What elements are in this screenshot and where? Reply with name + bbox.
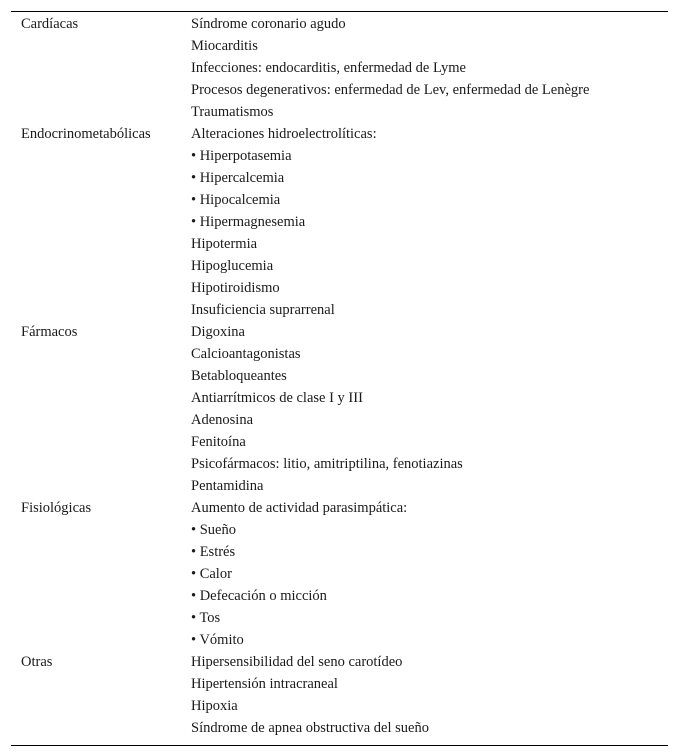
- item-list: [191, 123, 668, 321]
- category-label: Otras: [21, 654, 53, 670]
- list-item: Hipersensibilidad del seno carotídeo: [191, 654, 403, 670]
- item-list: [191, 497, 668, 651]
- list-item: Adenosina: [191, 412, 254, 428]
- list-item: Infecciones: endocarditis, enfermedad de Lyme: [191, 60, 466, 76]
- list-item: • Hipocalcemia: [191, 192, 281, 208]
- list-item: • Tos: [191, 610, 221, 626]
- list-item: Antiarrítmicos de clase I y III: [191, 390, 363, 406]
- list-item: • Vómito: [191, 632, 244, 648]
- category-label: Fármacos: [21, 324, 78, 340]
- list-item: Síndrome de apnea obstructiva del sueño: [191, 720, 429, 736]
- list-item: • Hipermagnesemia: [191, 214, 306, 230]
- category-label: Cardíacas: [21, 16, 79, 32]
- list-item: • Sueño: [191, 522, 236, 538]
- list-item: Fenitoína: [191, 434, 246, 450]
- list-item: Digoxina: [191, 324, 245, 340]
- table-group-farmacos: [11, 321, 668, 497]
- list-item: Psicofármacos: litio, amitriptilina, fenotiazinas: [191, 456, 463, 472]
- list-item: Pentamidina: [191, 478, 264, 494]
- table-group-otras: [11, 651, 668, 739]
- list-item: • Defecación o micción: [191, 588, 327, 604]
- category-label: Endocrinometabólicas: [21, 126, 151, 142]
- list-item: Miocarditis: [191, 38, 258, 54]
- category-label: Fisiológicas: [21, 500, 92, 516]
- list-item: Insuficiencia suprarrenal: [191, 302, 335, 318]
- table-group-endocrinometabolicas: [11, 123, 668, 321]
- list-item: Hipoxia: [191, 698, 238, 714]
- list-item: Hipotermia: [191, 236, 258, 252]
- list-item: Hipoglucemia: [191, 258, 274, 274]
- list-item: • Estrés: [191, 544, 236, 560]
- list-item: Betabloqueantes: [191, 368, 287, 384]
- list-item: Aumento de actividad parasimpática:: [191, 500, 408, 516]
- causes-table: [11, 11, 668, 746]
- list-item: Alteraciones hidroelectrolíticas:: [191, 126, 377, 142]
- item-list: [191, 13, 668, 123]
- item-list: [191, 321, 668, 497]
- item-list: [191, 651, 668, 739]
- list-item: Traumatismos: [191, 104, 274, 120]
- list-item: Calcioantagonistas: [191, 346, 301, 362]
- list-item: Procesos degenerativos: enfermedad de Lev, enfermedad de Lenègre: [191, 82, 590, 98]
- list-item: Hipertensión intracraneal: [191, 676, 338, 692]
- list-item: Síndrome coronario agudo: [191, 16, 346, 32]
- list-item: • Hipercalcemia: [191, 170, 285, 186]
- list-item: Hipotiroidismo: [191, 280, 280, 296]
- list-item: • Calor: [191, 566, 232, 582]
- list-item: • Hiperpotasemia: [191, 148, 292, 164]
- table-group-fisiologicas: [11, 497, 668, 651]
- table-group-cardiacas: [11, 13, 668, 123]
